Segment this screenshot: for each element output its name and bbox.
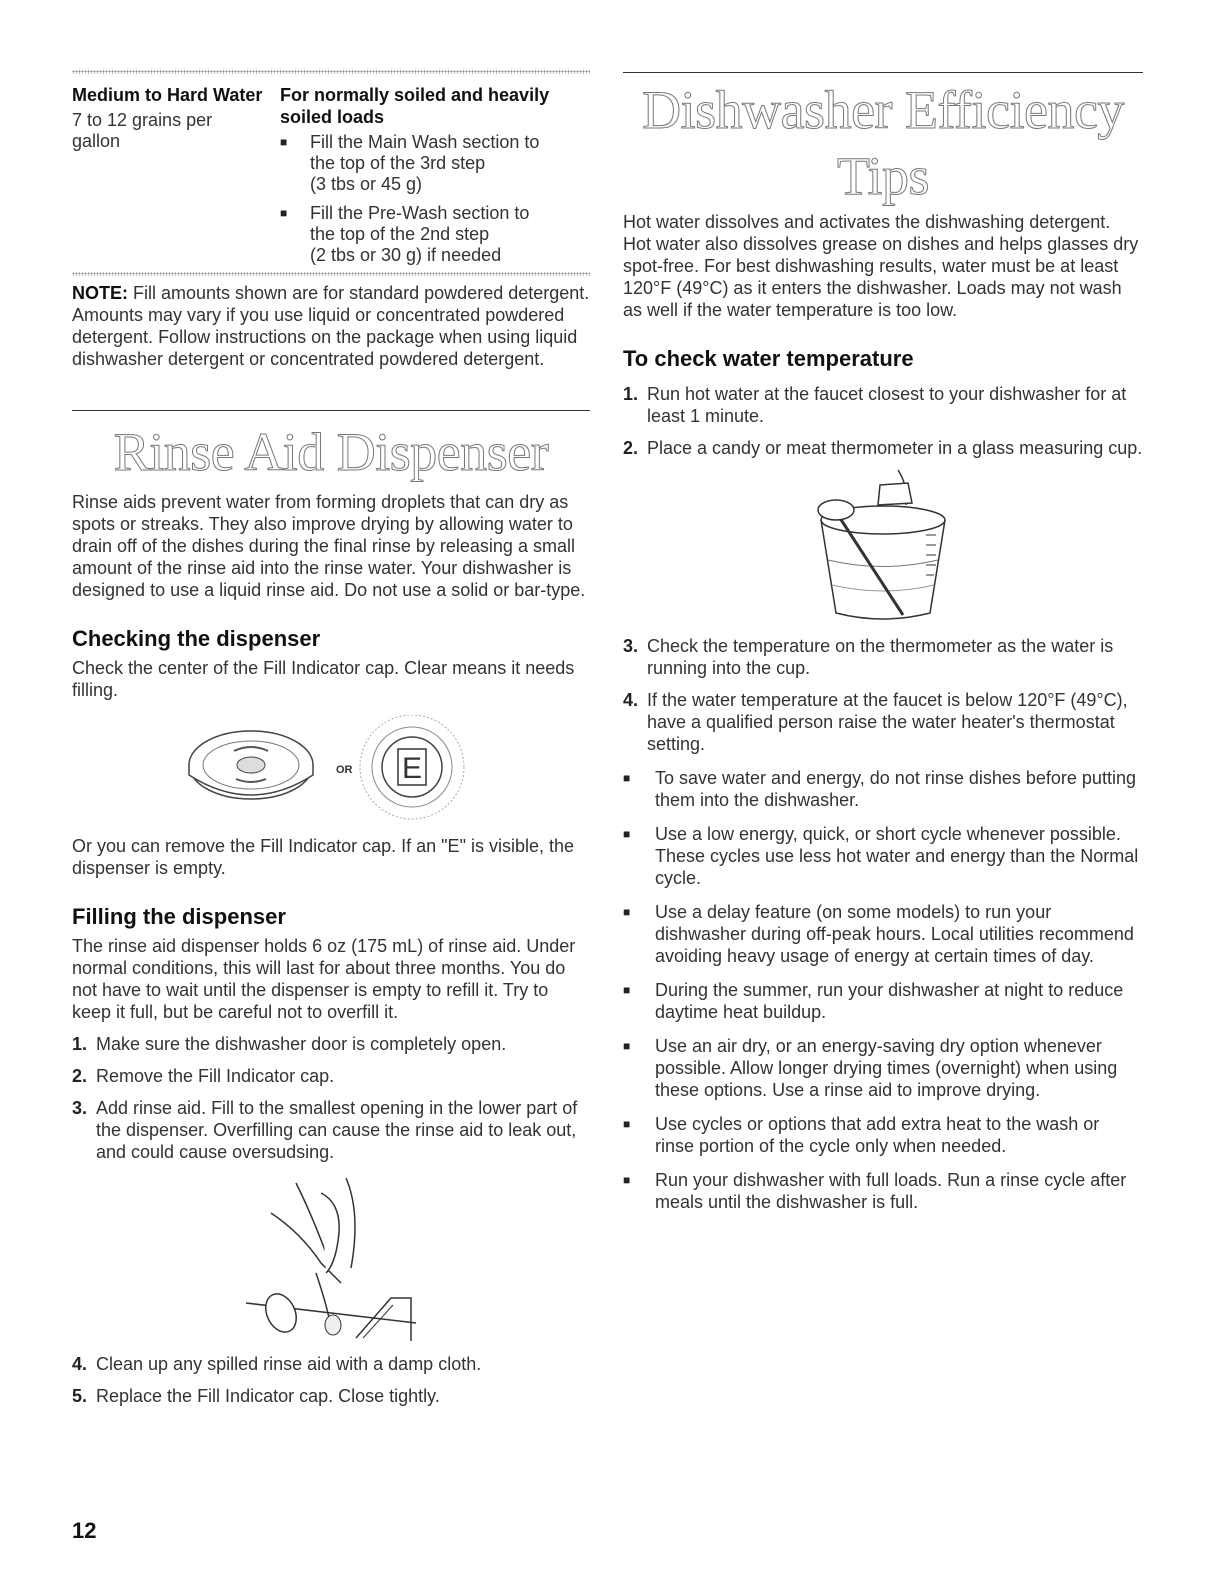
cap-e-letter: E: [401, 752, 423, 785]
step-number: 3.: [72, 1098, 88, 1118]
fill-item-line: Fill the Main Wash section to: [310, 132, 540, 152]
section-rule: [72, 410, 590, 411]
temp-step: [623, 689, 1143, 755]
step-number: 4.: [623, 690, 639, 710]
tip-text: Use an air dry, or an energy-saving dry option whenever possible. Allow longer drying times (overnight) when using these options. Use a rinse aid to improve drying.: [655, 1036, 1118, 1100]
note-label: NOTE:: [72, 283, 128, 303]
fill-item-line: the top of the 2nd step: [310, 224, 490, 244]
fill-item: [280, 203, 590, 266]
rinse-step: [72, 1353, 590, 1375]
step-text: Remove the Fill Indicator cap.: [96, 1066, 335, 1086]
fill-cap-icon: [189, 731, 313, 799]
bullet-icon: ■: [623, 1117, 631, 1131]
step-text: Run hot water at the faucet closest to your dishwasher for at least 1 minute.: [647, 384, 1127, 426]
temp-step: [623, 635, 1143, 679]
left-column: [72, 70, 590, 1407]
remove-cap-text: Or you can remove the Fill Indicator cap. If an "E" is visible, the dispenser is empty.: [72, 836, 574, 878]
efficiency-tip: [623, 767, 1143, 811]
table-header-water: Medium to Hard Water: [72, 85, 263, 105]
tip-text: To save water and energy, do not rinse dishes before putting them into the dishwasher.: [655, 768, 1136, 810]
step-text: If the water temperature at the faucet is below 120°F (49°C), have a qualified person raise the water heater's thermostat setting.: [647, 690, 1128, 754]
table-loads-column: [280, 84, 590, 274]
rinse-aid-title: Rinse Aid Dispenser: [113, 422, 549, 482]
or-label: OR: [336, 764, 353, 776]
note-text: Fill amounts shown are for standard powdered detergent. Amounts may vary if you use liquid or concentrated powdered detergent. Follow instructions on the package when using liquid dishwasher detergent or concentrated powdered detergent.: [72, 283, 590, 369]
tip-text: Use a low energy, quick, or short cycle whenever possible. These cycles use less hot water and energy than the Normal cycle.: [655, 824, 1139, 888]
note-paragraph: [72, 282, 590, 370]
temp-step: [623, 383, 1143, 427]
efficiency-intro: Hot water dissolves and activates the dishwashing detergent. Hot water also dissolves grease on dishes and helps glasses dry spot-free. For best dishwashing results, water must be at least 120°F (49°C) as it enters the dishwasher. Loads may not wash as well if the water temperature is too low.: [623, 212, 1139, 320]
step-number: 1.: [623, 384, 639, 404]
bullet-icon: ■: [623, 905, 631, 919]
step-number: 1.: [72, 1034, 88, 1054]
efficiency-title: Dishwasher Efficiency Tips: [642, 80, 1124, 206]
tip-text: Run your dishwasher with full loads. Run a rinse cycle after meals until the dishwasher is full.: [655, 1170, 1127, 1212]
tip-text: Use cycles or options that add extra heat to the wash or rinse portion of the cycle only when needed.: [655, 1114, 1100, 1156]
checking-text: Check the center of the Fill Indicator cap. Clear means it needs filling.: [72, 658, 575, 700]
fill-indicator-illustration: [186, 715, 476, 825]
rinse-step: [72, 1097, 590, 1163]
fill-item-line: (3 tbs or 45 g): [310, 174, 423, 194]
checking-heading: Checking the dispenser: [72, 626, 321, 651]
bullet-icon: ■: [280, 135, 288, 149]
efficiency-tip: [623, 1169, 1143, 1213]
efficiency-tip: [623, 1035, 1143, 1101]
tip-text: During the summer, run your dishwasher at night to reduce daytime heat buildup.: [655, 980, 1124, 1022]
right-column: [623, 72, 1143, 1213]
fill-item: [280, 132, 590, 195]
page-number: 12: [72, 1518, 97, 1543]
bullet-icon: ■: [280, 206, 288, 220]
bullet-icon: ■: [623, 771, 631, 785]
rinse-step: [72, 1385, 590, 1407]
table-hardness-value: 7 to 12 grains per gallon: [72, 110, 213, 151]
step-text: Add rinse aid. Fill to the smallest opening in the lower part of the dispenser. Overfilling can cause the rinse aid to leak out, and could cause oversudsing.: [96, 1098, 578, 1162]
bullet-icon: ■: [623, 983, 631, 997]
efficiency-tip: [623, 979, 1143, 1023]
bullet-icon: ■: [623, 1039, 631, 1053]
bullet-icon: ■: [623, 1173, 631, 1187]
temp-step: [623, 437, 1143, 459]
rinse-aid-intro: Rinse aids prevent water from forming droplets that can dry as spots or streaks. They also improve drying by allowing water to drain off of the dishes during the final rinse by releasing a small amount of the rinse aid into the rinse water. Your dishwasher is designed to use a liquid rinse aid. Do not use a solid or bar-type.: [72, 492, 586, 600]
rinse-step: [72, 1033, 590, 1055]
step-text: Replace the Fill Indicator cap. Close tightly.: [96, 1386, 440, 1406]
step-number: 4.: [72, 1354, 88, 1374]
step-number: 5.: [72, 1386, 88, 1406]
cap-e-icon: [360, 715, 464, 819]
efficiency-tip: [623, 901, 1143, 967]
step-number: 3.: [623, 636, 639, 656]
filling-text: The rinse aid dispenser holds 6 oz (175 mL) of rinse aid. Under normal conditions, this will last for about three months. You do not have to wait until the dispenser is empty to refill it. Try to keep it full, but be careful not to overfill it.: [72, 936, 576, 1022]
rinse-step: [72, 1065, 590, 1087]
detergent-table: [72, 74, 590, 274]
step-text: Clean up any spilled rinse aid with a damp cloth.: [96, 1354, 482, 1374]
thermometer-cup-illustration: [808, 465, 958, 625]
bullet-icon: ■: [623, 827, 631, 841]
step-text: Place a candy or meat thermometer in a glass measuring cup.: [647, 438, 1143, 458]
filling-heading: Filling the dispenser: [72, 904, 286, 929]
efficiency-tip: [623, 823, 1143, 889]
step-number: 2.: [623, 438, 639, 458]
step-text: Make sure the dishwasher door is completely open.: [96, 1034, 507, 1054]
check-temp-heading: To check water temperature: [623, 346, 914, 371]
efficiency-tip: [623, 1113, 1143, 1157]
step-text: Check the temperature on the thermometer as the water is running into the cup.: [647, 636, 1114, 678]
fill-item-line: the top of the 3rd step: [310, 153, 486, 173]
section-rule: [623, 72, 1143, 73]
table-header-loads: For normally soiled and heavily soiled loads: [280, 85, 550, 127]
fill-item-line: (2 tbs or 30 g) if needed: [310, 245, 502, 265]
table-hardness-column: [72, 84, 280, 274]
pouring-rinse-aid-illustration: [241, 1173, 421, 1343]
tip-text: Use a delay feature (on some models) to run your dishwasher during off-peak hours. Local utilities recommend avoiding heavy usage of energy at certain times of day.: [655, 902, 1134, 966]
step-number: 2.: [72, 1066, 88, 1086]
fill-item-line: Fill the Pre-Wash section to: [310, 203, 530, 223]
